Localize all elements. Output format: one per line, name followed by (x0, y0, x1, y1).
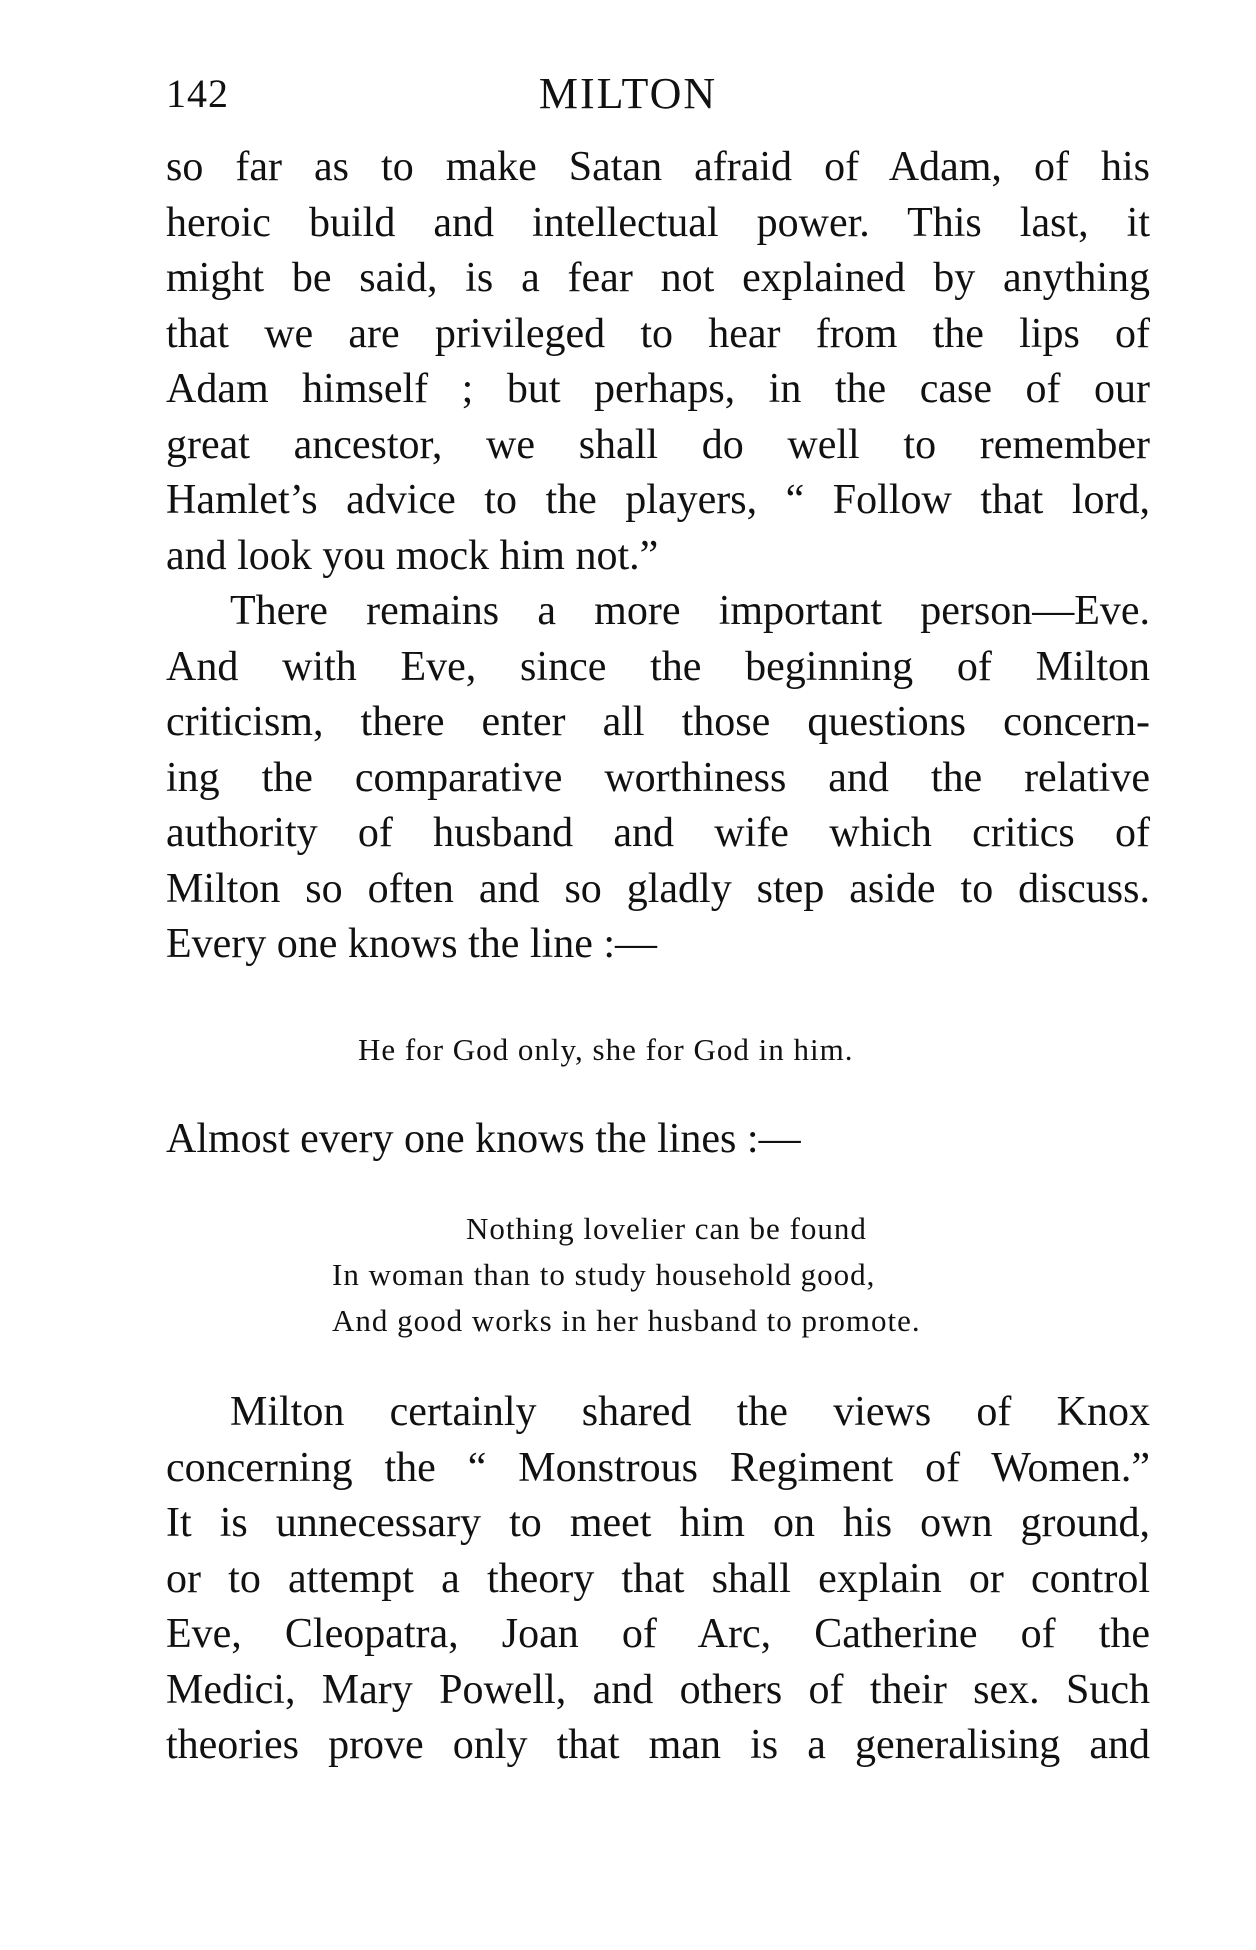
text-line: or to attempt a theory that shall explain or control (166, 1555, 1150, 1602)
paragraph-1 (166, 140, 1150, 973)
text-line: Eve, Cleopatra, Joan of Arc, Catherine of the (166, 1611, 1150, 1657)
text-line: heroic build and intellectual power. This last, it (166, 199, 1150, 246)
text-line: Medici, Mary Powell, and others of their sex. Such (166, 1666, 1150, 1713)
text-line: Every one knows the line :— (166, 921, 658, 967)
text-line: and look you mock him not.” (166, 532, 659, 579)
text-line: criticism, there enter all those questions concern- (166, 699, 1150, 745)
intro-line (166, 1112, 1150, 1168)
text-line: authority of husband and wife which critics of (166, 810, 1150, 856)
quote-line: He for God only, she for God in him. (358, 1032, 854, 1067)
quote-line: Nothing lovelier can be found (466, 1211, 867, 1246)
paragraph-3 (166, 1385, 1150, 1774)
text-line: ing the comparative worthiness and the relative (166, 754, 1150, 801)
text-line: Adam himself ; but perhaps, in the case of our (166, 366, 1150, 412)
text-line: Hamlet’s advice to the players, “ Follow that lord, (166, 477, 1150, 523)
text-line: Almost every one knows the lines :— (166, 1116, 801, 1162)
text-line: And with Eve, since the beginning of Milton (166, 643, 1150, 690)
quote-line: In woman than to study household good, (332, 1257, 876, 1292)
quotation-verse (332, 1206, 921, 1344)
text-line: It is unnecessary to meet him on his own ground, (166, 1500, 1150, 1546)
text-line: theories prove only that man is a generalising and (166, 1722, 1150, 1768)
text-line: Milton so often and so gladly step aside to discuss. (166, 865, 1150, 912)
text-line: so far as to make Satan afraid of Adam, of his (166, 144, 1150, 190)
text-line: Milton certainly shared the views of Knox (230, 1389, 1150, 1435)
quotation-single-line (358, 1027, 853, 1073)
running-title: MILTON (538, 69, 718, 118)
text-line: might be said, is a fear not explained by anything (166, 255, 1150, 301)
text-line: There remains a more important person—Eve. (230, 588, 1150, 634)
quote-line: And good works in her husband to promote. (332, 1303, 921, 1338)
text-line: great ancestor, we shall do well to remember (166, 421, 1150, 468)
text-line: concerning the “ Monstrous Regiment of Women.” (166, 1444, 1150, 1491)
page-number: 142 (166, 71, 229, 116)
text-line: that we are privileged to hear from the lips of (166, 310, 1150, 357)
